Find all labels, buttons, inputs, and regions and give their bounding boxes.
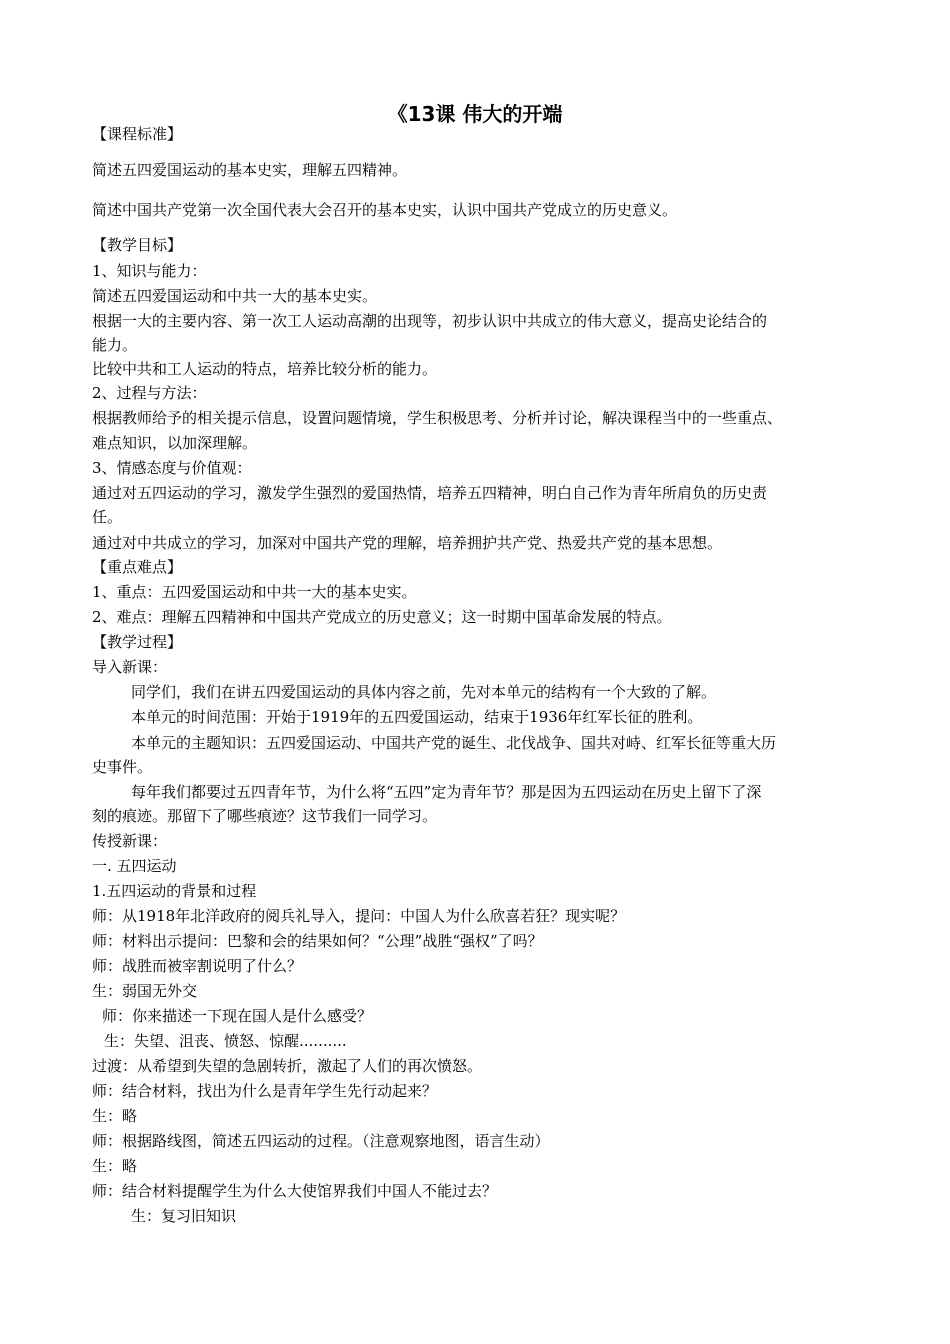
dialogue-line: 师：根据路线图，简述五四运动的过程。（注意观察地图，语言生动） bbox=[92, 1132, 550, 1150]
paragraph: 根据教师给予的相关提示信息，设置问题情境，学生积极思考、分析并讨论，解决课程当中的一些重点、 bbox=[92, 409, 783, 427]
section-heading-curriculum-standard: 【课程标准】 bbox=[92, 125, 183, 143]
subheading: 1、知识与能力： bbox=[92, 262, 207, 280]
paragraph: 同学们，我们在讲五四爱国运动的具体内容之前，先对本单元的结构有一个大致的了解。 bbox=[131, 683, 717, 701]
dialogue-line: 师：结合材料，找出为什么是青年学生先行动起来？ bbox=[92, 1082, 438, 1100]
paragraph: 根据一大的主要内容、第一次工人运动高潮的出现等，初步认识中共成立的伟大意义，提高史论结合的 bbox=[92, 312, 768, 330]
subheading: 3、情感态度与价值观： bbox=[92, 459, 252, 477]
subheading: 2、过程与方法： bbox=[92, 384, 207, 402]
paragraph: 简述五四爱国运动的基本史实，理解五四精神。 bbox=[92, 161, 408, 179]
paragraph: 每年我们都要过五四青年节，为什么将“五四”定为青年节？那是因为五四运动在历史上留下了深 bbox=[131, 783, 762, 801]
paragraph: 能力。 bbox=[92, 336, 138, 354]
paragraph: 比较中共和工人运动的特点，培养比较分析的能力。 bbox=[92, 360, 438, 378]
paragraph: 难点知识，以加深理解。 bbox=[92, 434, 258, 452]
paragraph: 简述五四爱国运动和中共一大的基本史实。 bbox=[92, 287, 378, 305]
dialogue-line: 师：材料出示提问：巴黎和会的结果如何？“公理”战胜“强权”了吗？ bbox=[92, 932, 543, 950]
dialogue-line: 师：你来描述一下现在国人是什么感受？ bbox=[102, 1007, 373, 1025]
subheading: 传授新课： bbox=[92, 832, 168, 850]
paragraph: 1、重点：五四爱国运动和中共一大的基本史实。 bbox=[92, 583, 417, 601]
paragraph: 本单元的时间范围：开始于1919年的五四爱国运动，结束于1936年红军长征的胜利。 bbox=[131, 708, 703, 726]
dialogue-line: 生：略 bbox=[92, 1157, 138, 1175]
subheading: 一. 五四运动 bbox=[92, 857, 177, 875]
paragraph: 2、难点：理解五四精神和中国共产党成立的历史意义；这一时期中国革命发展的特点。 bbox=[92, 608, 672, 626]
dialogue-line: 生：复习旧知识 bbox=[131, 1207, 237, 1225]
dialogue-line: 师：从1918年北洋政府的阅兵礼导入，提问：中国人为什么欣喜若狂？现实呢？ bbox=[92, 907, 626, 925]
dialogue-line: 生：弱国无外交 bbox=[92, 982, 198, 1000]
section-heading-key-points: 【重点难点】 bbox=[92, 558, 183, 576]
dialogue-line: 过渡：从希望到失望的急剧转折，激起了人们的再次愤怒。 bbox=[92, 1057, 483, 1075]
lesson-title: 《13课 伟大的开端 bbox=[387, 102, 563, 126]
section-heading-teaching-goals: 【教学目标】 bbox=[92, 236, 183, 254]
paragraph: 通过对中共成立的学习，加深对中国共产党的理解，培养拥护共产党、热爱共产党的基本思想。 bbox=[92, 534, 723, 552]
paragraph: 任。 bbox=[92, 508, 123, 526]
dialogue-line: 生：失望、沮丧、愤怒、惊醒.......... bbox=[104, 1032, 347, 1050]
paragraph: 简述中国共产党第一次全国代表大会召开的基本史实，认识中国共产党成立的历史意义。 bbox=[92, 201, 678, 219]
paragraph: 本单元的主题知识：五四爱国运动、中国共产党的诞生、北伐战争、国共对峙、红军长征等重大历 bbox=[131, 734, 777, 752]
paragraph: 通过对五四运动的学习，激发学生强烈的爱国热情，培养五四精神，明白自己作为青年所肩负的历史责 bbox=[92, 484, 768, 502]
section-heading-teaching-process: 【教学过程】 bbox=[92, 633, 183, 651]
subheading: 1.五四运动的背景和过程 bbox=[92, 882, 257, 900]
paragraph: 史事件。 bbox=[92, 758, 153, 776]
dialogue-line: 师：战胜而被宰割说明了什么？ bbox=[92, 957, 303, 975]
paragraph: 刻的痕迹。那留下了哪些痕迹？这节我们一同学习。 bbox=[92, 807, 438, 825]
dialogue-line: 师：结合材料提醒学生为什么大使馆界我们中国人不能过去？ bbox=[92, 1182, 498, 1200]
dialogue-line: 生：略 bbox=[92, 1107, 138, 1125]
subheading: 导入新课： bbox=[92, 658, 168, 676]
